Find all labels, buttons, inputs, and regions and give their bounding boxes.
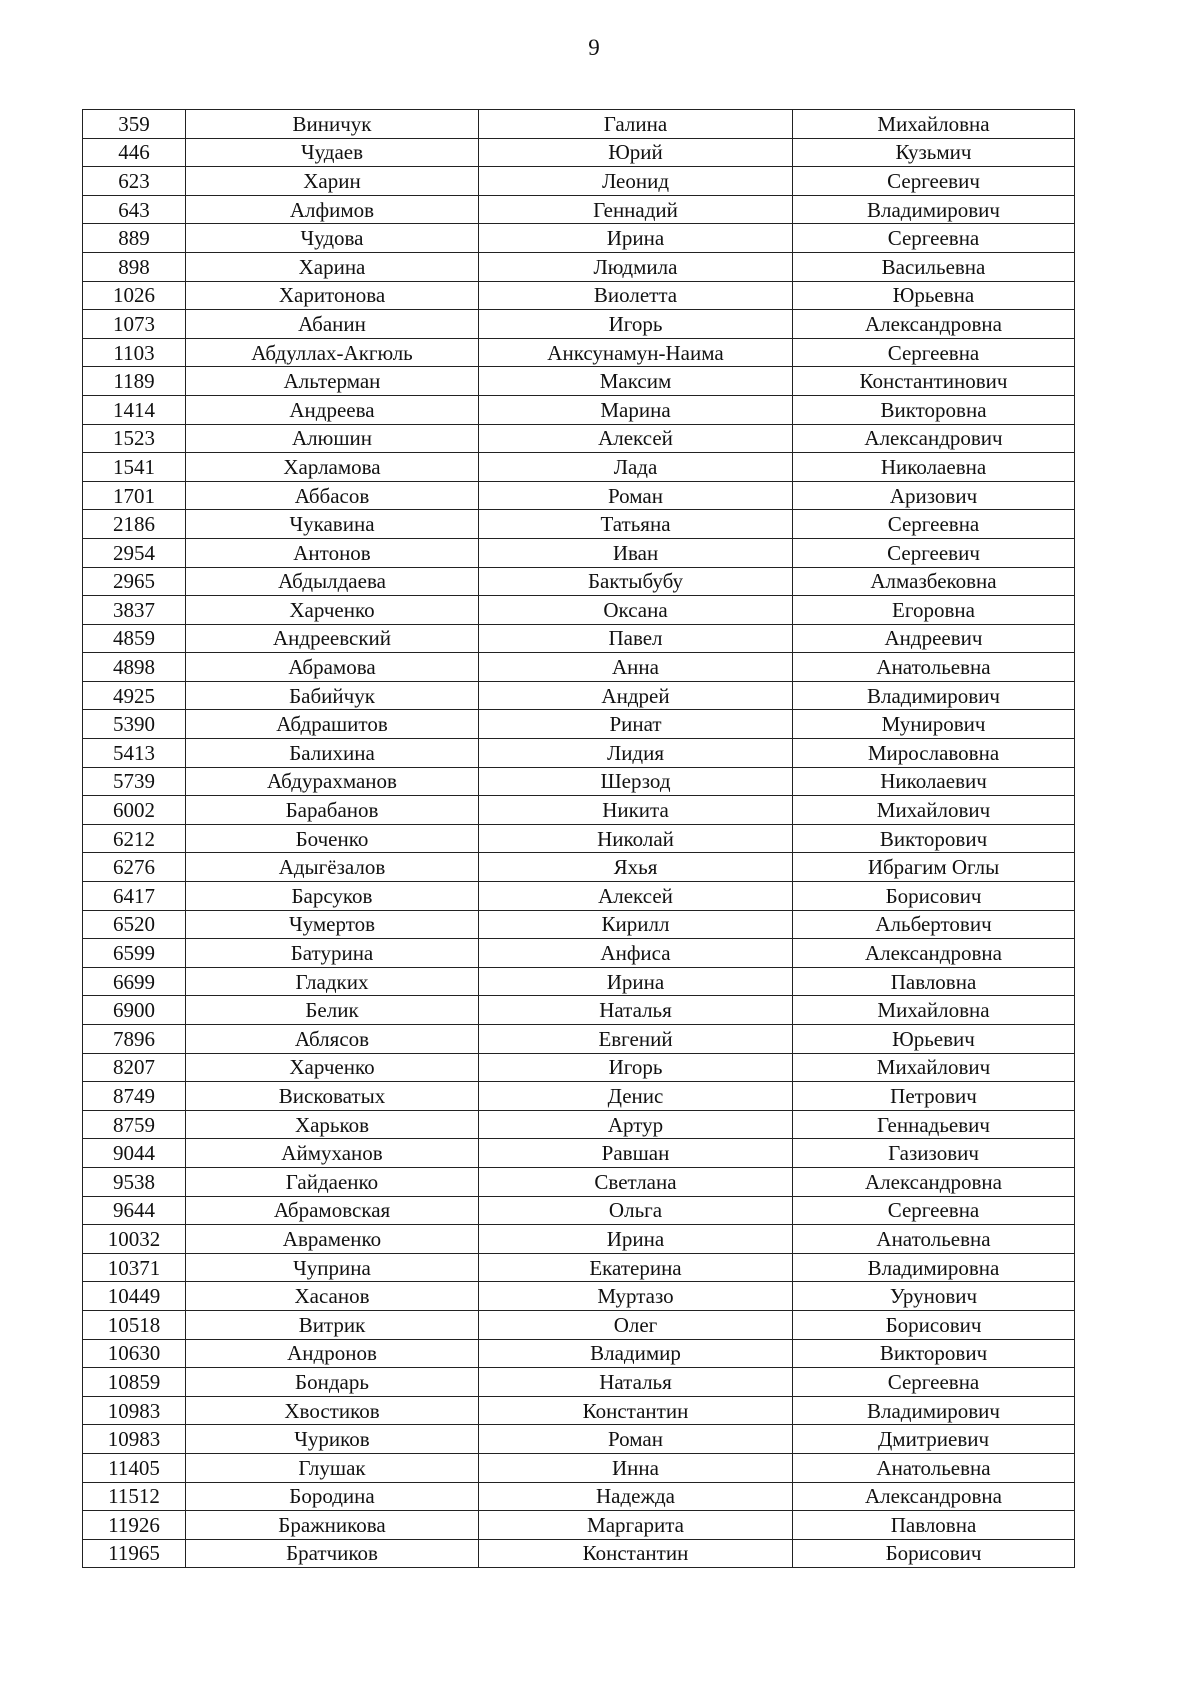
table-row	[83, 739, 1075, 768]
last-name-cell: Балихина	[186, 739, 479, 768]
first-name-cell: Наталья	[479, 996, 793, 1025]
last-name-cell: Витрик	[186, 1310, 479, 1339]
first-name-cell: Геннадий	[479, 195, 793, 224]
first-name-cell: Лада	[479, 453, 793, 482]
record-number-cell: 11512	[83, 1482, 186, 1511]
first-name-cell: Шерзод	[479, 767, 793, 796]
patronymic-cell: Викторовна	[793, 395, 1075, 424]
record-number-cell: 8749	[83, 1082, 186, 1111]
record-number-cell: 5413	[83, 739, 186, 768]
record-number-cell: 9644	[83, 1196, 186, 1225]
patronymic-cell: Мунирович	[793, 710, 1075, 739]
patronymic-cell: Анатольевна	[793, 1225, 1075, 1254]
first-name-cell: Роман	[479, 1425, 793, 1454]
table-row	[83, 424, 1075, 453]
record-number-cell: 10371	[83, 1253, 186, 1282]
record-number-cell: 10983	[83, 1425, 186, 1454]
patronymic-cell: Михайлович	[793, 1053, 1075, 1082]
last-name-cell: Аймуханов	[186, 1139, 479, 1168]
table-row	[83, 996, 1075, 1025]
last-name-cell: Боченко	[186, 824, 479, 853]
first-name-cell: Ринат	[479, 710, 793, 739]
table-row	[83, 1282, 1075, 1311]
table-row	[83, 767, 1075, 796]
first-name-cell: Маргарита	[479, 1511, 793, 1540]
last-name-cell: Абдуллах-Акгюль	[186, 338, 479, 367]
patronymic-cell: Урунович	[793, 1282, 1075, 1311]
first-name-cell: Яхья	[479, 853, 793, 882]
table-row	[83, 310, 1075, 339]
patronymic-cell: Павловна	[793, 1511, 1075, 1540]
last-name-cell: Харьков	[186, 1110, 479, 1139]
table-row	[83, 824, 1075, 853]
last-name-cell: Авраменко	[186, 1225, 479, 1254]
table-row	[83, 882, 1075, 911]
record-number-cell: 6599	[83, 939, 186, 968]
patronymic-cell: Николаевич	[793, 767, 1075, 796]
table-row	[83, 252, 1075, 281]
table-row	[83, 910, 1075, 939]
table-row	[83, 1482, 1075, 1511]
table-row	[83, 653, 1075, 682]
patronymic-cell: Альбертович	[793, 910, 1075, 939]
patronymic-cell: Владимирович	[793, 681, 1075, 710]
patronymic-cell: Кузьмич	[793, 138, 1075, 167]
first-name-cell: Игорь	[479, 310, 793, 339]
first-name-cell: Никита	[479, 796, 793, 825]
table-row	[83, 1082, 1075, 1111]
record-number-cell: 11405	[83, 1453, 186, 1482]
table-row	[83, 367, 1075, 396]
first-name-cell: Марина	[479, 395, 793, 424]
record-number-cell: 3837	[83, 596, 186, 625]
record-number-cell: 1189	[83, 367, 186, 396]
last-name-cell: Чумертов	[186, 910, 479, 939]
record-number-cell: 1103	[83, 338, 186, 367]
last-name-cell: Абдрашитов	[186, 710, 479, 739]
last-name-cell: Абанин	[186, 310, 479, 339]
patronymic-cell: Викторович	[793, 1339, 1075, 1368]
first-name-cell: Алексей	[479, 882, 793, 911]
last-name-cell: Андреевский	[186, 624, 479, 653]
record-number-cell: 10859	[83, 1368, 186, 1397]
table-row	[83, 510, 1075, 539]
first-name-cell: Равшан	[479, 1139, 793, 1168]
patronymic-cell: Александровна	[793, 1482, 1075, 1511]
last-name-cell: Хвостиков	[186, 1396, 479, 1425]
record-number-cell: 6699	[83, 967, 186, 996]
table-row	[83, 1310, 1075, 1339]
first-name-cell: Денис	[479, 1082, 793, 1111]
last-name-cell: Алфимов	[186, 195, 479, 224]
patronymic-cell: Николаевна	[793, 453, 1075, 482]
last-name-cell: Харламова	[186, 453, 479, 482]
patronymic-cell: Юрьевна	[793, 281, 1075, 310]
table-row	[83, 538, 1075, 567]
table-row	[83, 853, 1075, 882]
patronymic-cell: Анатольевна	[793, 1453, 1075, 1482]
record-number-cell: 11965	[83, 1539, 186, 1568]
last-name-cell: Харина	[186, 252, 479, 281]
last-name-cell: Абдурахманов	[186, 767, 479, 796]
record-number-cell: 10983	[83, 1396, 186, 1425]
last-name-cell: Чудова	[186, 224, 479, 253]
patronymic-cell: Анатольевна	[793, 653, 1075, 682]
patronymic-cell: Сергеевна	[793, 1196, 1075, 1225]
page-number: 9	[588, 35, 600, 60]
first-name-cell: Анксунамун-Наима	[479, 338, 793, 367]
table-row	[83, 596, 1075, 625]
record-number-cell: 4859	[83, 624, 186, 653]
record-number-cell: 889	[83, 224, 186, 253]
table-row	[83, 967, 1075, 996]
first-name-cell: Екатерина	[479, 1253, 793, 1282]
first-name-cell: Ирина	[479, 967, 793, 996]
table-row	[83, 338, 1075, 367]
first-name-cell: Анна	[479, 653, 793, 682]
last-name-cell: Чуприна	[186, 1253, 479, 1282]
patronymic-cell: Дмитриевич	[793, 1425, 1075, 1454]
table-row	[83, 138, 1075, 167]
record-number-cell: 10518	[83, 1310, 186, 1339]
table-row	[83, 167, 1075, 196]
first-name-cell: Ирина	[479, 224, 793, 253]
table-row	[83, 481, 1075, 510]
patronymic-cell: Алмазбековна	[793, 567, 1075, 596]
patronymic-cell: Сергеевич	[793, 538, 1075, 567]
last-name-cell: Гайдаенко	[186, 1167, 479, 1196]
first-name-cell: Артур	[479, 1110, 793, 1139]
last-name-cell: Андреева	[186, 395, 479, 424]
record-number-cell: 6900	[83, 996, 186, 1025]
last-name-cell: Харченко	[186, 596, 479, 625]
first-name-cell: Виолетта	[479, 281, 793, 310]
last-name-cell: Братчиков	[186, 1539, 479, 1568]
first-name-cell: Константин	[479, 1539, 793, 1568]
patronymic-cell: Владимирович	[793, 195, 1075, 224]
patronymic-cell: Егоровна	[793, 596, 1075, 625]
patronymic-cell: Александровна	[793, 310, 1075, 339]
last-name-cell: Бородина	[186, 1482, 479, 1511]
last-name-cell: Абрамовская	[186, 1196, 479, 1225]
record-number-cell: 10449	[83, 1282, 186, 1311]
patronymic-cell: Геннадьевич	[793, 1110, 1075, 1139]
first-name-cell: Ирина	[479, 1225, 793, 1254]
record-number-cell: 4925	[83, 681, 186, 710]
table-row	[83, 796, 1075, 825]
table-row	[83, 195, 1075, 224]
table-row	[83, 1167, 1075, 1196]
first-name-cell: Надежда	[479, 1482, 793, 1511]
roster-body	[83, 110, 1075, 1568]
last-name-cell: Чуриков	[186, 1425, 479, 1454]
first-name-cell: Ольга	[479, 1196, 793, 1225]
patronymic-cell: Аризович	[793, 481, 1075, 510]
patronymic-cell: Борисович	[793, 882, 1075, 911]
last-name-cell: Адыгёзалов	[186, 853, 479, 882]
record-number-cell: 11926	[83, 1511, 186, 1540]
first-name-cell: Николай	[479, 824, 793, 853]
last-name-cell: Харитонова	[186, 281, 479, 310]
patronymic-cell: Мирославовна	[793, 739, 1075, 768]
patronymic-cell: Петрович	[793, 1082, 1075, 1111]
first-name-cell: Алексей	[479, 424, 793, 453]
first-name-cell: Лидия	[479, 739, 793, 768]
record-number-cell: 9044	[83, 1139, 186, 1168]
record-number-cell: 623	[83, 167, 186, 196]
table-row	[83, 1139, 1075, 1168]
last-name-cell: Чукавина	[186, 510, 479, 539]
last-name-cell: Бражникова	[186, 1511, 479, 1540]
last-name-cell: Барсуков	[186, 882, 479, 911]
patronymic-cell: Сергеевна	[793, 224, 1075, 253]
record-number-cell: 6520	[83, 910, 186, 939]
last-name-cell: Алюшин	[186, 424, 479, 453]
record-number-cell: 7896	[83, 1025, 186, 1054]
table-row	[83, 1453, 1075, 1482]
record-number-cell: 4898	[83, 653, 186, 682]
patronymic-cell: Павловна	[793, 967, 1075, 996]
patronymic-cell: Владимирович	[793, 1396, 1075, 1425]
record-number-cell: 8207	[83, 1053, 186, 1082]
first-name-cell: Константин	[479, 1396, 793, 1425]
table-row	[83, 1196, 1075, 1225]
last-name-cell: Антонов	[186, 538, 479, 567]
first-name-cell: Анфиса	[479, 939, 793, 968]
record-number-cell: 5739	[83, 767, 186, 796]
first-name-cell: Светлана	[479, 1167, 793, 1196]
first-name-cell: Юрий	[479, 138, 793, 167]
table-row	[83, 395, 1075, 424]
patronymic-cell: Константинович	[793, 367, 1075, 396]
first-name-cell: Павел	[479, 624, 793, 653]
first-name-cell: Иван	[479, 538, 793, 567]
patronymic-cell: Сергеевна	[793, 338, 1075, 367]
last-name-cell: Абдылдаева	[186, 567, 479, 596]
patronymic-cell: Газизович	[793, 1139, 1075, 1168]
last-name-cell: Висковатых	[186, 1082, 479, 1111]
patronymic-cell: Викторович	[793, 824, 1075, 853]
last-name-cell: Глушак	[186, 1453, 479, 1482]
last-name-cell: Аббасов	[186, 481, 479, 510]
patronymic-cell: Михайловна	[793, 110, 1075, 139]
table-row	[83, 681, 1075, 710]
last-name-cell: Харин	[186, 167, 479, 196]
last-name-cell: Андронов	[186, 1339, 479, 1368]
table-row	[83, 224, 1075, 253]
table-row	[83, 453, 1075, 482]
table-row	[83, 710, 1075, 739]
table-row	[83, 1368, 1075, 1397]
table-row	[83, 110, 1075, 139]
record-number-cell: 643	[83, 195, 186, 224]
record-number-cell: 1414	[83, 395, 186, 424]
last-name-cell: Аблясов	[186, 1025, 479, 1054]
record-number-cell: 10032	[83, 1225, 186, 1254]
last-name-cell: Виничук	[186, 110, 479, 139]
table-row	[83, 281, 1075, 310]
record-number-cell: 446	[83, 138, 186, 167]
record-number-cell: 2965	[83, 567, 186, 596]
last-name-cell: Барабанов	[186, 796, 479, 825]
first-name-cell: Роман	[479, 481, 793, 510]
table-row	[83, 1225, 1075, 1254]
patronymic-cell: Александровна	[793, 939, 1075, 968]
first-name-cell: Людмила	[479, 252, 793, 281]
first-name-cell: Олег	[479, 1310, 793, 1339]
record-number-cell: 6002	[83, 796, 186, 825]
last-name-cell: Гладких	[186, 967, 479, 996]
table-row	[83, 1110, 1075, 1139]
patronymic-cell: Андреевич	[793, 624, 1075, 653]
last-name-cell: Альтерман	[186, 367, 479, 396]
last-name-cell: Хасанов	[186, 1282, 479, 1311]
record-number-cell: 359	[83, 110, 186, 139]
patronymic-cell: Ибрагим Оглы	[793, 853, 1075, 882]
record-number-cell: 10630	[83, 1339, 186, 1368]
patronymic-cell: Александрович	[793, 424, 1075, 453]
patronymic-cell: Сергеевна	[793, 510, 1075, 539]
first-name-cell: Евгений	[479, 1025, 793, 1054]
record-number-cell: 9538	[83, 1167, 186, 1196]
patronymic-cell: Васильевна	[793, 252, 1075, 281]
table-row	[83, 1511, 1075, 1540]
record-number-cell: 6276	[83, 853, 186, 882]
record-number-cell: 898	[83, 252, 186, 281]
table-row	[83, 1396, 1075, 1425]
last-name-cell: Чудаев	[186, 138, 479, 167]
record-number-cell: 1523	[83, 424, 186, 453]
first-name-cell: Леонид	[479, 167, 793, 196]
patronymic-cell: Михайлович	[793, 796, 1075, 825]
table-row	[83, 1539, 1075, 1568]
table-row	[83, 939, 1075, 968]
last-name-cell: Харченко	[186, 1053, 479, 1082]
first-name-cell: Владимир	[479, 1339, 793, 1368]
roster-table	[82, 109, 1075, 1568]
record-number-cell: 1701	[83, 481, 186, 510]
patronymic-cell: Сергеевна	[793, 1368, 1075, 1397]
first-name-cell: Андрей	[479, 681, 793, 710]
table-row	[83, 1025, 1075, 1054]
patronymic-cell: Юрьевич	[793, 1025, 1075, 1054]
first-name-cell: Оксана	[479, 596, 793, 625]
first-name-cell: Кирилл	[479, 910, 793, 939]
first-name-cell: Максим	[479, 367, 793, 396]
table-row	[83, 567, 1075, 596]
patronymic-cell: Борисович	[793, 1539, 1075, 1568]
patronymic-cell: Михайловна	[793, 996, 1075, 1025]
patronymic-cell: Борисович	[793, 1310, 1075, 1339]
record-number-cell: 1026	[83, 281, 186, 310]
first-name-cell: Бактыбубу	[479, 567, 793, 596]
patronymic-cell: Сергеевич	[793, 167, 1075, 196]
last-name-cell: Бабийчук	[186, 681, 479, 710]
record-number-cell: 6417	[83, 882, 186, 911]
last-name-cell: Бондарь	[186, 1368, 479, 1397]
patronymic-cell: Александровна	[793, 1167, 1075, 1196]
first-name-cell: Наталья	[479, 1368, 793, 1397]
first-name-cell: Галина	[479, 110, 793, 139]
record-number-cell: 1073	[83, 310, 186, 339]
record-number-cell: 5390	[83, 710, 186, 739]
last-name-cell: Батурина	[186, 939, 479, 968]
table-row	[83, 1425, 1075, 1454]
table-row	[83, 1053, 1075, 1082]
record-number-cell: 1541	[83, 453, 186, 482]
first-name-cell: Игорь	[479, 1053, 793, 1082]
first-name-cell: Муртазо	[479, 1282, 793, 1311]
record-number-cell: 2186	[83, 510, 186, 539]
last-name-cell: Абрамова	[186, 653, 479, 682]
first-name-cell: Татьяна	[479, 510, 793, 539]
table-row	[83, 624, 1075, 653]
record-number-cell: 6212	[83, 824, 186, 853]
record-number-cell: 8759	[83, 1110, 186, 1139]
record-number-cell: 2954	[83, 538, 186, 567]
table-row	[83, 1253, 1075, 1282]
patronymic-cell: Владимировна	[793, 1253, 1075, 1282]
table-row	[83, 1339, 1075, 1368]
first-name-cell: Инна	[479, 1453, 793, 1482]
last-name-cell: Белик	[186, 996, 479, 1025]
